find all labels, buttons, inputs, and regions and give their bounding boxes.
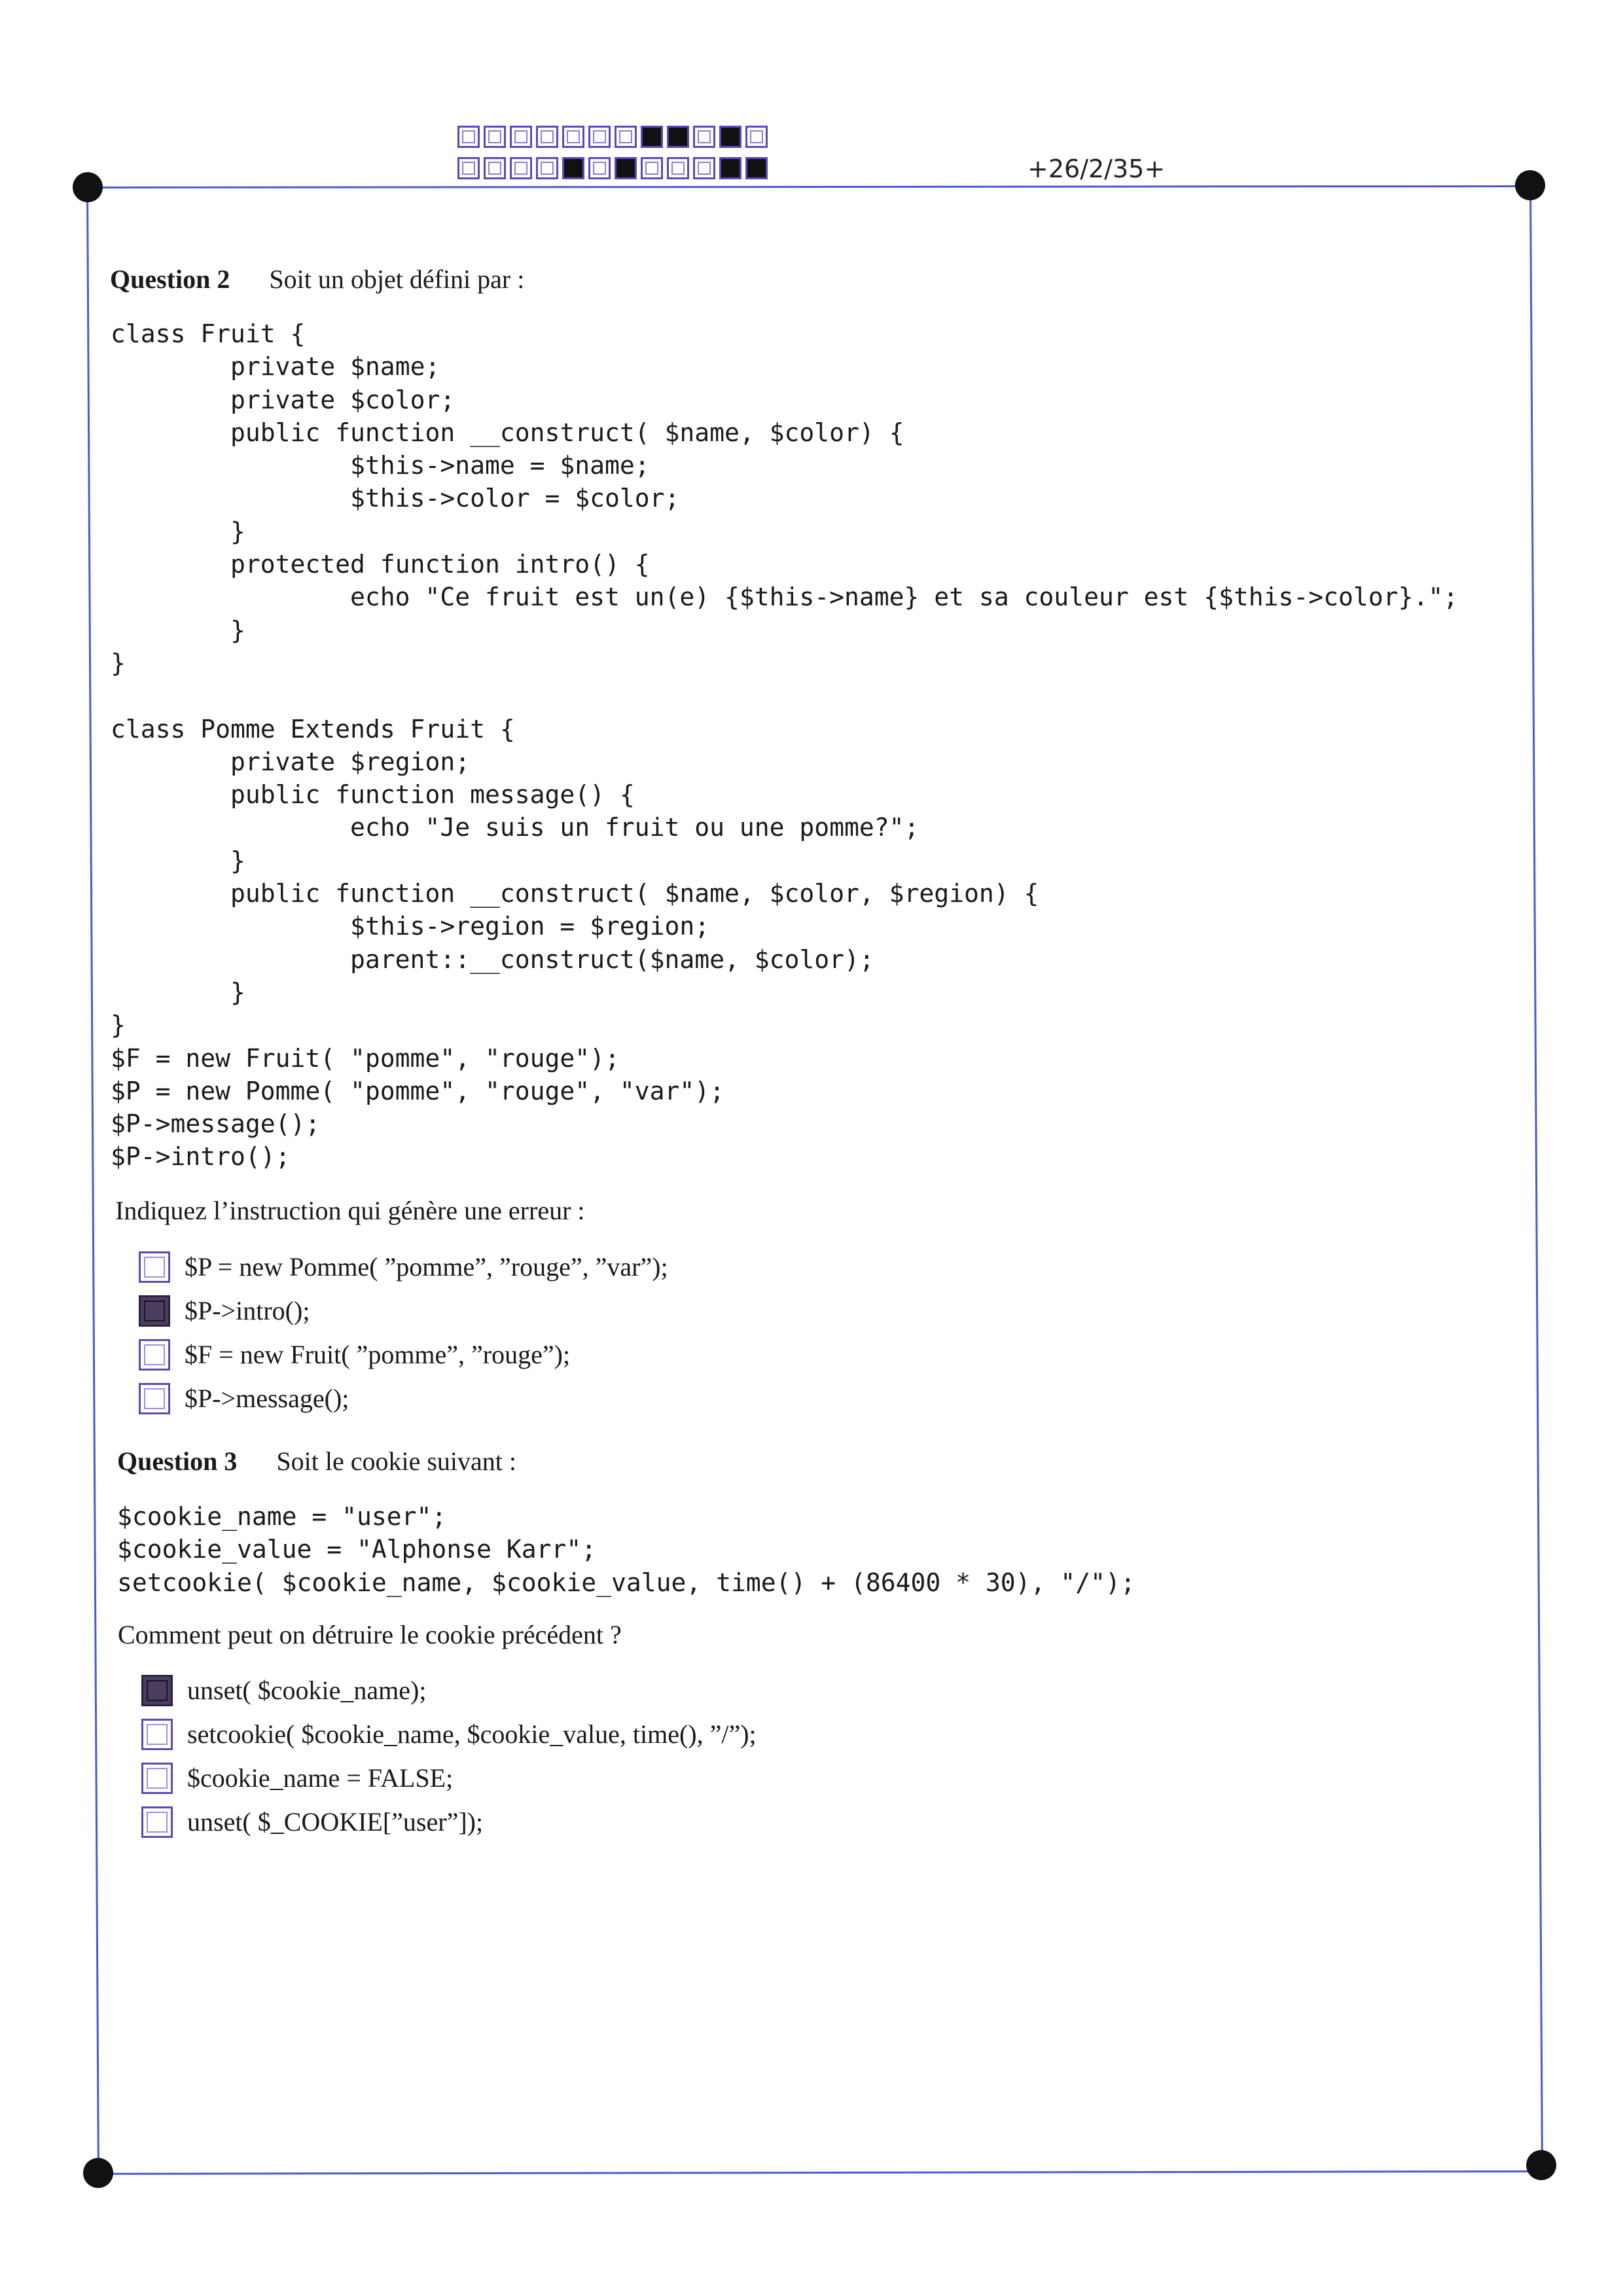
barcode-cell-empty [484, 126, 506, 148]
answer-label: $P = new Pomme( ”pomme”, ”rouge”, ”var”); [185, 1252, 668, 1282]
question-3-label: Question 3 [117, 1446, 238, 1476]
answer-label: $F = new Fruit( ”pomme”, ”rouge”); [185, 1340, 571, 1369]
barcode-cell-empty [536, 126, 558, 148]
barcode-cell-empty [457, 157, 480, 179]
frame-left-line [86, 187, 99, 2172]
question-2-label: Question 2 [110, 264, 230, 294]
barcode-cell-empty [562, 126, 584, 148]
page-id: +26/2/35+ [1027, 154, 1166, 183]
corner-mark-bottom-right [1526, 2150, 1556, 2180]
barcode-cell-filled [719, 126, 741, 148]
barcode-cell-empty [641, 157, 663, 179]
checkbox-checked[interactable] [139, 1295, 170, 1327]
answer-label: $P->message(); [185, 1384, 349, 1413]
answer-option[interactable] [139, 1333, 668, 1376]
question-2-prompt: Indiquez l’instruction qui génère une erreur : [115, 1196, 585, 1225]
barcode-cell-empty [667, 157, 689, 179]
answer-label: unset( $cookie_name); [187, 1676, 427, 1705]
answer-label: unset( $_COOKIE[”user”]); [187, 1807, 484, 1837]
answer-option[interactable] [139, 1289, 668, 1333]
corner-mark-top-right [1515, 170, 1545, 200]
question-2-answers [139, 1245, 668, 1420]
barcode-cell-filled [562, 157, 584, 179]
barcode-cell-empty [615, 126, 637, 148]
answer-label: setcookie( $cookie_name, $cookie_value, time(), ”/”); [187, 1719, 757, 1749]
barcode-cell-empty [588, 157, 611, 179]
barcode-cell-empty [588, 126, 611, 148]
corner-mark-bottom-left [83, 2158, 113, 2188]
question-3-prompt: Comment peut on détruire le cookie précédent ? [118, 1620, 622, 1649]
barcode-cell-filled [615, 157, 637, 179]
checkbox[interactable] [139, 1339, 170, 1371]
question-3-text: Soit le cookie suivant : [276, 1446, 516, 1476]
answer-option[interactable] [139, 1376, 668, 1420]
barcode-cell-empty [510, 157, 532, 179]
question-3-code: $cookie_name = "user"; $cookie_value = "Alphonse Karr"; setcookie( $cookie_name, $cookie_value, time() + (86400 * 30), "/"); [117, 1502, 1135, 1597]
answer-option[interactable] [139, 1245, 668, 1289]
answer-option[interactable] [141, 1668, 757, 1712]
frame-right-line [1529, 187, 1543, 2170]
answer-option[interactable] [141, 1800, 757, 1844]
barcode-row-top [457, 126, 768, 148]
barcode-row-bottom [457, 157, 768, 179]
corner-mark-top-left [73, 172, 103, 202]
barcode-cell-filled [667, 126, 689, 148]
barcode-cell-filled [641, 126, 663, 148]
barcode-cell-empty [510, 126, 532, 148]
barcode-cell-empty [457, 126, 480, 148]
answer-option[interactable] [141, 1712, 757, 1756]
barcode-cell-empty [536, 157, 558, 179]
question-3-answers [141, 1668, 757, 1844]
question-3-heading [117, 1446, 516, 1477]
barcode-cell-empty [693, 126, 715, 148]
checkbox-checked[interactable] [141, 1675, 173, 1706]
checkbox[interactable] [139, 1251, 170, 1283]
question-2-code: class Fruit { private $name; private $color; public function __construct( $name, $color) { $this->name = $name; $this->color = $color; } protected function intro() { echo "Ce fruit est un(e) {$this->name} et sa couleur est {$this->color}."; } } class Pomme Extends Fruit { private $region; public function message() { echo "Je suis un fruit ou une pomme?"; } public function __construct( $name, $color, $region) { $this->region = $region; parent::__construct($name, $color); } } $F = new Fruit( "pomme", "rouge"); $P = new Pomme( "pomme", "rouge", "var"); $P->message(); $P->intro(); [111, 319, 1459, 1172]
barcode-cell-empty [484, 157, 506, 179]
barcode-cell-empty [693, 157, 715, 179]
checkbox[interactable] [141, 1719, 173, 1750]
question-2-heading [110, 264, 524, 295]
barcode-cell-filled [745, 157, 768, 179]
barcode-cell-filled [719, 157, 741, 179]
answer-label: $cookie_name = FALSE; [187, 1763, 454, 1793]
answer-label: $P->intro(); [185, 1296, 310, 1325]
question-2-text: Soit un objet défini par : [269, 264, 525, 294]
frame-top-line [86, 185, 1529, 188]
frame-bottom-line [97, 2170, 1541, 2175]
checkbox[interactable] [139, 1383, 170, 1414]
checkbox[interactable] [141, 1806, 173, 1838]
checkbox[interactable] [141, 1763, 173, 1794]
answer-option[interactable] [141, 1756, 757, 1800]
barcode-cell-empty [745, 126, 768, 148]
